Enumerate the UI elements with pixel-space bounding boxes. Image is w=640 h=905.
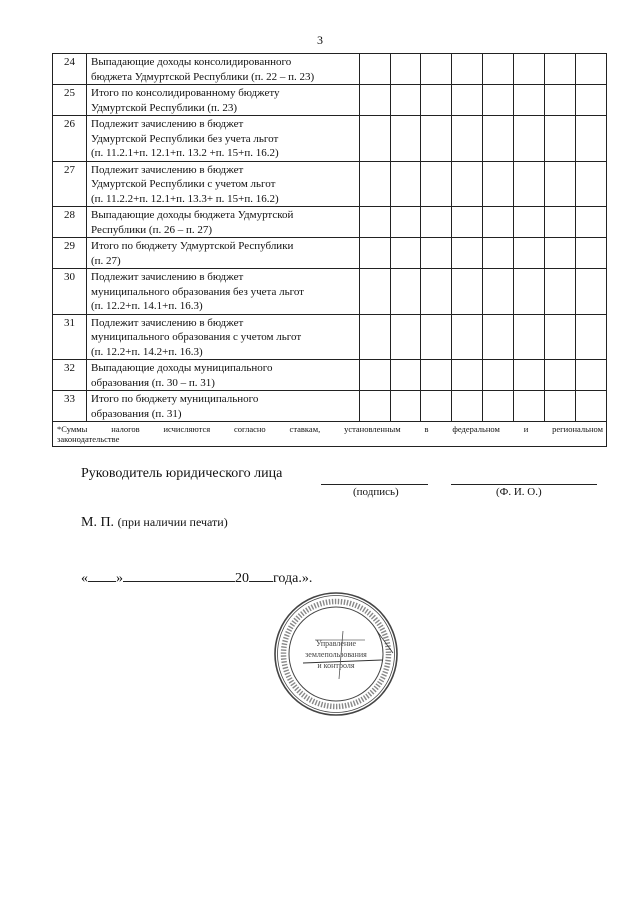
value-cell — [545, 207, 576, 238]
value-cell — [452, 54, 483, 85]
value-cell — [483, 161, 514, 207]
value-cell — [421, 360, 452, 391]
value-cell — [514, 269, 545, 315]
value-cell — [576, 269, 607, 315]
value-cell — [576, 207, 607, 238]
value-cell — [545, 238, 576, 269]
row-number: 24 — [53, 54, 87, 85]
table-row — [53, 54, 607, 85]
value-cell — [421, 238, 452, 269]
value-cell — [360, 391, 391, 422]
row-label-line: Выпадающие доходы муниципального — [91, 362, 273, 374]
table-row — [53, 238, 607, 269]
budget-table — [52, 53, 607, 447]
row-label-line: Подлежит зачислению в бюджет — [91, 163, 244, 176]
value-cell — [483, 116, 514, 162]
row-label-line: муниципального образования без учета льгот — [91, 285, 304, 298]
date-open-quote: « — [81, 571, 88, 586]
seal-text-line2: землепользования — [305, 650, 367, 659]
value-cell — [452, 269, 483, 315]
value-cell — [391, 207, 421, 238]
row-number: 26 — [53, 116, 87, 162]
row-label — [87, 54, 360, 85]
footnote-row — [53, 422, 607, 447]
row-label-line: бюджета Удмуртской Республики (п. 22 – п. 23) — [91, 70, 315, 83]
row-label — [87, 269, 360, 315]
footnote-line1: *Суммы налогов исчисляются согласно ставкам, установленным в федеральном и региональном — [57, 424, 603, 434]
value-cell — [545, 116, 576, 162]
table-body — [53, 54, 607, 422]
row-label-line: (п. 11.2.2+п. 12.1+п. 13.3+ п. 15+п. 16.2) — [91, 192, 279, 205]
value-cell — [360, 85, 391, 116]
table-row — [53, 116, 607, 162]
value-cell — [360, 238, 391, 269]
name-caption: (Ф. И. О.) — [496, 486, 542, 498]
signature-caption: (подпись) — [353, 486, 399, 498]
value-cell — [514, 391, 545, 422]
row-label-line: (п. 27) — [91, 254, 121, 267]
row-label-line: (п. 11.2.1+п. 12.1+п. 13.2 +п. 15+п. 16.2) — [91, 147, 279, 159]
row-label — [87, 360, 360, 391]
value-cell — [483, 269, 514, 315]
row-label — [87, 391, 360, 422]
value-cell — [391, 238, 421, 269]
value-cell — [391, 391, 421, 422]
value-cell — [545, 161, 576, 207]
row-label-line: образования (п. 30 – п. 31) — [91, 376, 215, 389]
row-number: 30 — [53, 269, 87, 315]
value-cell — [391, 116, 421, 162]
row-label-line: Итого по бюджету муниципального — [91, 393, 259, 405]
seal-text-line3: и контроля — [317, 661, 355, 670]
value-cell — [483, 85, 514, 116]
organization-seal — [273, 591, 399, 717]
value-cell — [452, 85, 483, 116]
stamp-note — [81, 515, 228, 531]
value-cell — [421, 85, 452, 116]
value-cell — [514, 360, 545, 391]
date-year-prefix: 20 — [235, 571, 249, 586]
date-day-blank — [88, 567, 116, 582]
row-number: 31 — [53, 314, 87, 360]
row-label-line: Итого по консолидированному бюджету — [91, 87, 280, 99]
value-cell — [421, 54, 452, 85]
row-label-line: образования (п. 31) — [91, 407, 182, 420]
row-label — [87, 207, 360, 238]
row-label-line: муниципального образования с учетом льгот — [91, 331, 302, 343]
row-label-line: (п. 12.2+п. 14.2+п. 16.3) — [91, 345, 203, 358]
table-row — [53, 85, 607, 116]
date-suffix: года.». — [273, 571, 313, 586]
value-cell — [545, 269, 576, 315]
row-label — [87, 314, 360, 360]
footnote-cell — [53, 422, 607, 447]
value-cell — [483, 391, 514, 422]
table-row — [53, 391, 607, 422]
table-row — [53, 314, 607, 360]
value-cell — [452, 238, 483, 269]
value-cell — [514, 85, 545, 116]
row-label-line: Республики (п. 26 – п. 27) — [91, 223, 213, 236]
value-cell — [452, 161, 483, 207]
row-label — [87, 116, 360, 162]
value-cell — [576, 391, 607, 422]
value-cell — [545, 54, 576, 85]
value-cell — [452, 207, 483, 238]
value-cell — [391, 314, 421, 360]
value-cell — [391, 85, 421, 116]
value-cell — [576, 85, 607, 116]
value-cell — [483, 360, 514, 391]
value-cell — [391, 161, 421, 207]
table-row — [53, 161, 607, 207]
value-cell — [483, 207, 514, 238]
table-row — [53, 207, 607, 238]
signature-line — [321, 484, 428, 485]
value-cell — [360, 161, 391, 207]
row-label-line: (п. 12.2+п. 14.1+п. 16.3) — [91, 300, 203, 312]
value-cell — [391, 360, 421, 391]
stamp-note-detail: (при наличии печати) — [117, 515, 228, 529]
value-cell — [421, 391, 452, 422]
value-cell — [360, 269, 391, 315]
value-cell — [483, 54, 514, 85]
value-cell — [514, 314, 545, 360]
row-label — [87, 238, 360, 269]
row-number: 27 — [53, 161, 87, 207]
row-number: 25 — [53, 85, 87, 116]
value-cell — [452, 314, 483, 360]
table-row — [53, 269, 607, 315]
footnote-line2: законодательстве — [57, 434, 120, 444]
value-cell — [576, 54, 607, 85]
value-cell — [421, 269, 452, 315]
value-cell — [545, 85, 576, 116]
name-line — [451, 484, 597, 485]
row-label-line: Подлежит зачислению в бюджет — [91, 316, 244, 329]
value-cell — [514, 207, 545, 238]
value-cell — [514, 161, 545, 207]
value-cell — [452, 116, 483, 162]
row-label-line: Удмуртской Республики с учетом льгот — [91, 178, 276, 190]
value-cell — [545, 360, 576, 391]
value-cell — [360, 116, 391, 162]
row-label-line: Подлежит зачислению в бюджет — [91, 118, 244, 130]
value-cell — [421, 207, 452, 238]
value-cell — [576, 116, 607, 162]
value-cell — [421, 161, 452, 207]
value-cell — [576, 238, 607, 269]
value-cell — [514, 238, 545, 269]
row-number: 33 — [53, 391, 87, 422]
row-number: 28 — [53, 207, 87, 238]
row-label — [87, 85, 360, 116]
seal-text-line1: Управление — [315, 639, 357, 648]
date-year-blank — [249, 567, 273, 582]
row-label-line: Итого по бюджету Удмуртской Республики — [91, 240, 294, 252]
date-line — [81, 567, 312, 587]
value-cell — [360, 54, 391, 85]
value-cell — [421, 314, 452, 360]
value-cell — [391, 269, 421, 315]
value-cell — [452, 391, 483, 422]
date-month-blank — [123, 567, 235, 582]
row-label-line: Удмуртской Республики без учета льгот — [91, 132, 279, 145]
table-row — [53, 360, 607, 391]
value-cell — [483, 238, 514, 269]
row-number: 32 — [53, 360, 87, 391]
value-cell — [483, 314, 514, 360]
row-label-line: Выпадающие доходы бюджета Удмуртской — [91, 209, 294, 221]
page-number: 3 — [317, 33, 323, 47]
value-cell — [576, 161, 607, 207]
row-label-line: Выпадающие доходы консолидированного — [91, 56, 292, 68]
value-cell — [576, 360, 607, 391]
value-cell — [514, 54, 545, 85]
value-cell — [391, 54, 421, 85]
signature-label: Руководитель юридического лица — [81, 466, 283, 481]
row-label — [87, 161, 360, 207]
value-cell — [360, 314, 391, 360]
date-close-quote: » — [116, 571, 123, 586]
value-cell — [545, 314, 576, 360]
value-cell — [360, 360, 391, 391]
row-label-line: Подлежит зачислению в бюджет — [91, 271, 244, 283]
row-number: 29 — [53, 238, 87, 269]
value-cell — [576, 314, 607, 360]
row-label-line: Удмуртской Республики (п. 23) — [91, 101, 238, 114]
value-cell — [514, 116, 545, 162]
value-cell — [545, 391, 576, 422]
value-cell — [360, 207, 391, 238]
stamp-note-main: М. П. — [81, 515, 115, 530]
value-cell — [452, 360, 483, 391]
value-cell — [421, 116, 452, 162]
